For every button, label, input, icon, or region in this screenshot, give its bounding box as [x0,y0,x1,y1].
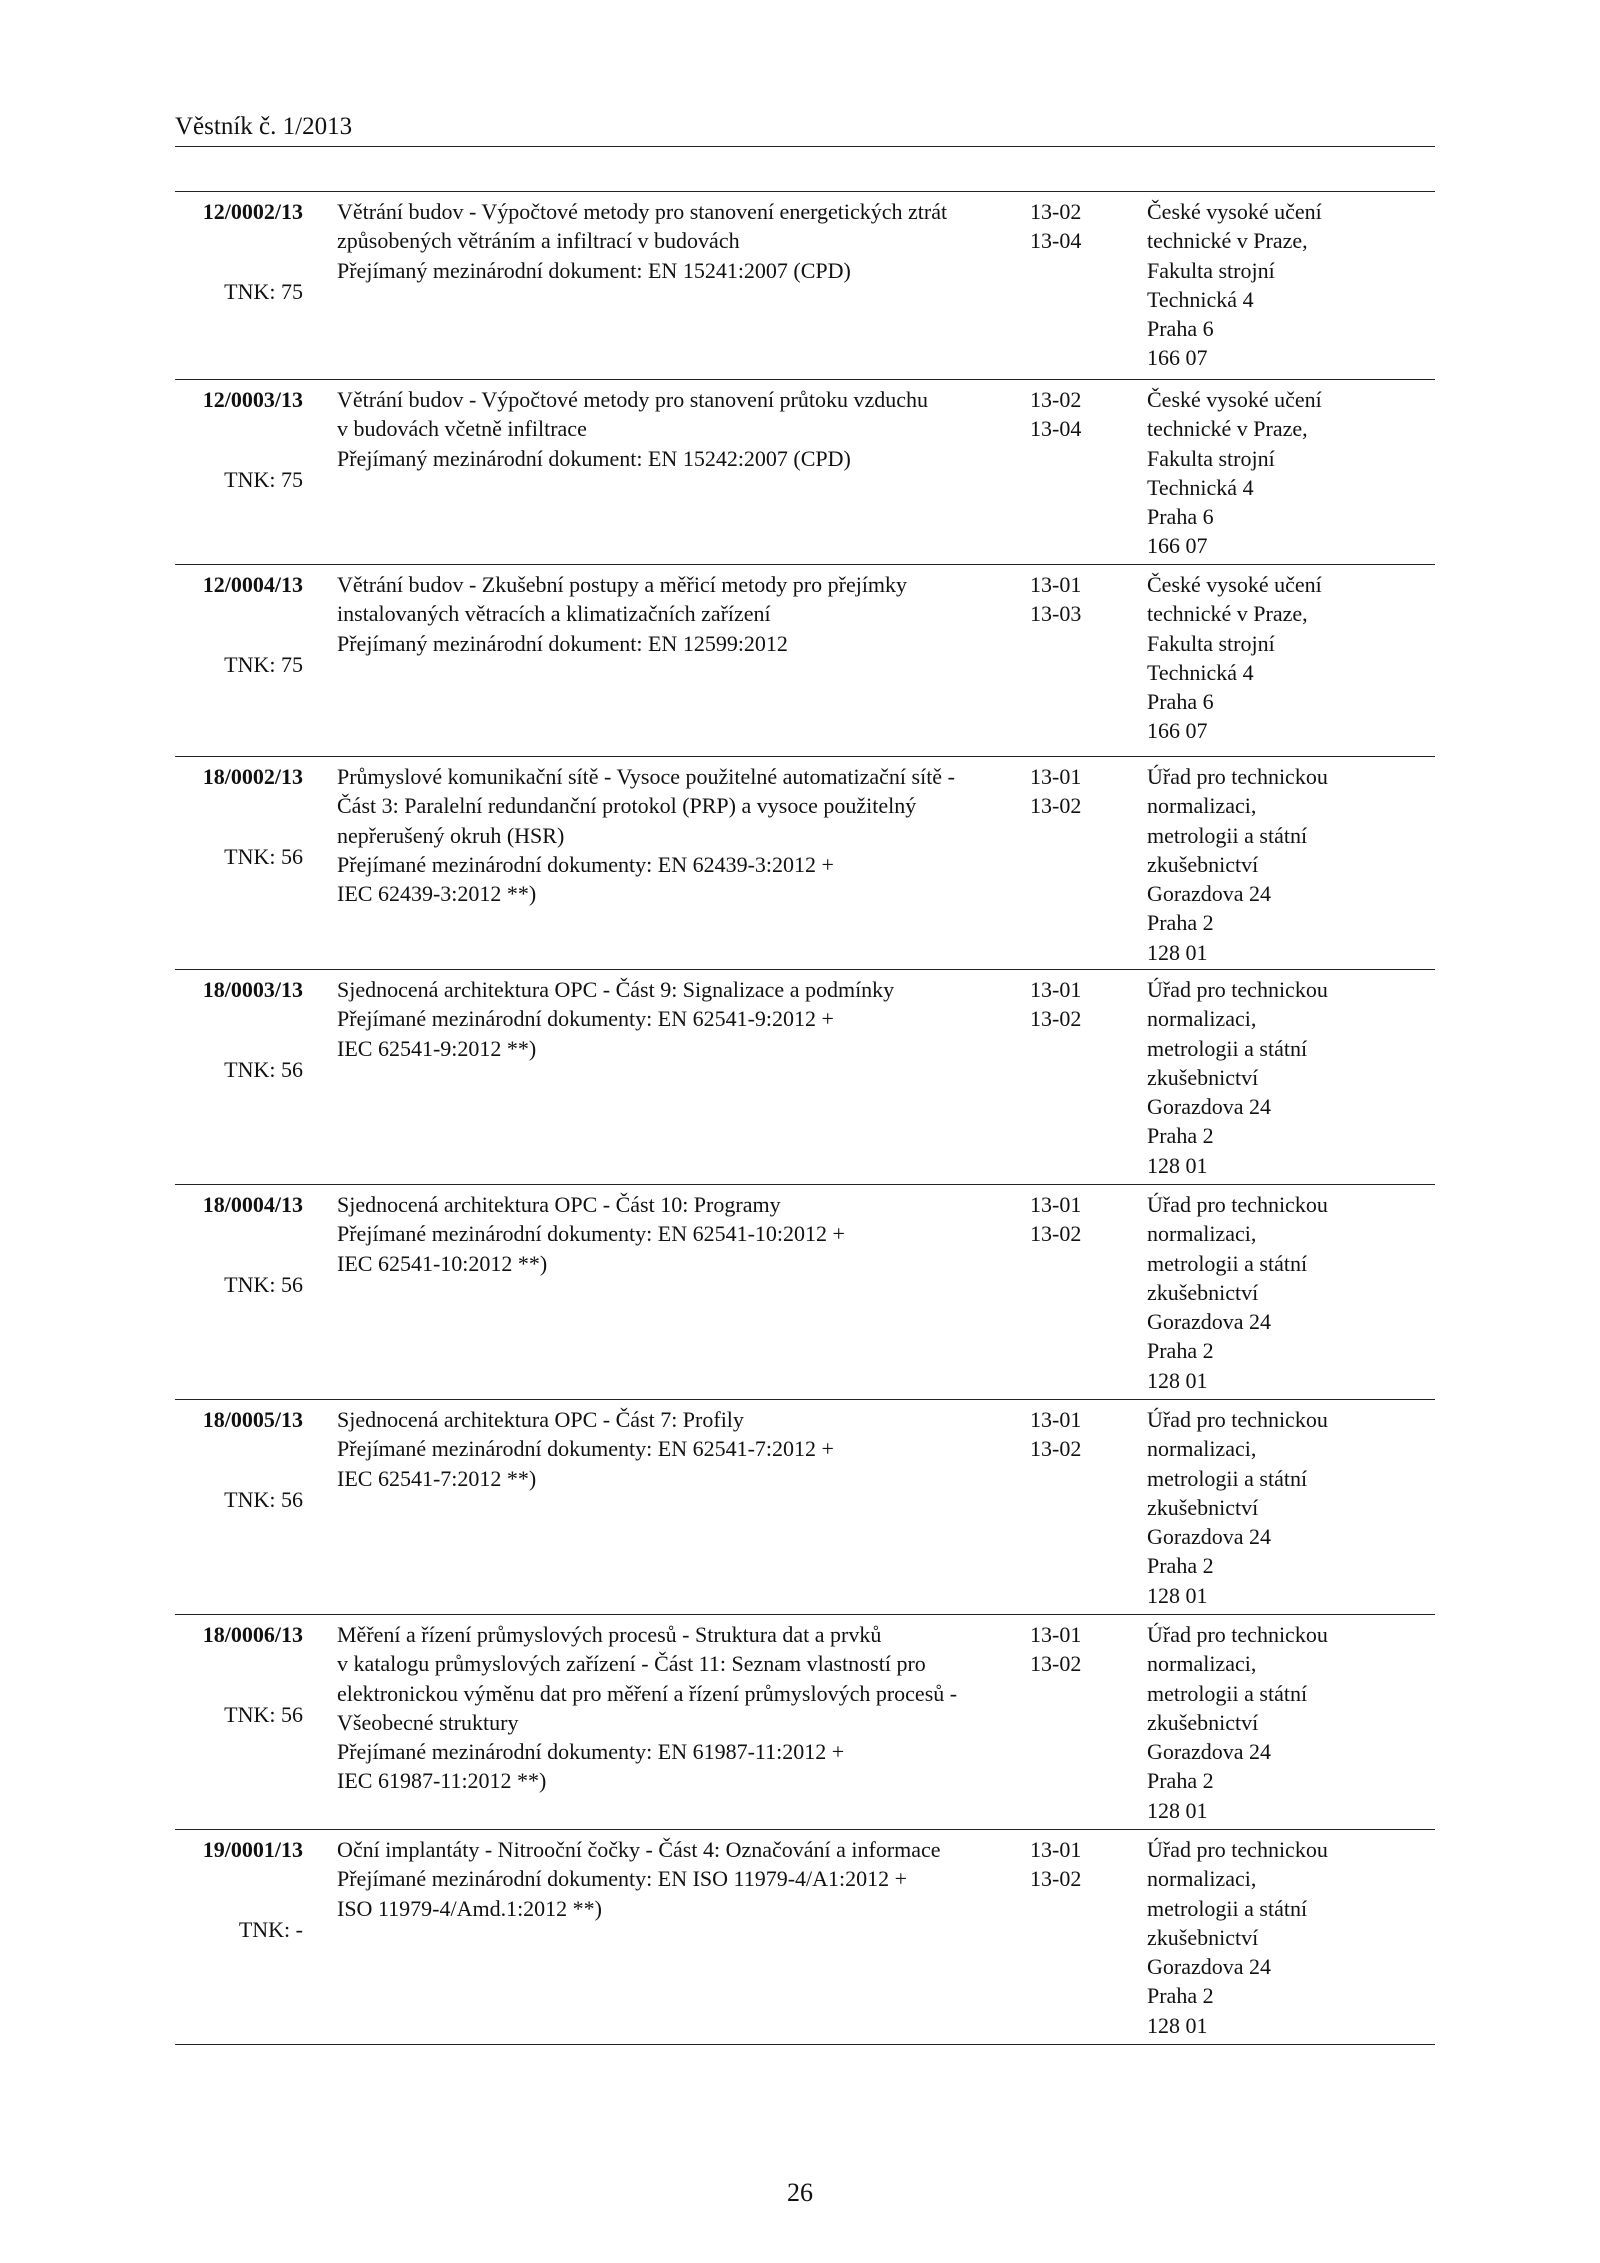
record-codes [1027,570,1145,756]
record-tnk: TNK: 56 [224,844,303,870]
address-line: metrologii a státní [1147,1895,1308,1921]
record-codes [1027,762,1145,969]
address-line: Praha 2 [1147,1123,1214,1149]
title-line: Přejímané mezinárodní dokumenty: EN ISO 11979-4/A1:2012 + [337,1866,908,1892]
title-line: instalovaných větracích a klimatizačních zařízení [337,601,771,627]
address-line: Úřad pro technickou [1147,1622,1328,1647]
address-line: České vysoké učení [1147,572,1322,597]
address-line: Gorazdova 24 [1147,1094,1272,1120]
record-codes [1027,1190,1145,1399]
record-tnk: TNK: 56 [224,1702,303,1728]
address-line: metrologii a státní [1147,1035,1308,1061]
title-line: Všeobecné struktury [337,1709,519,1735]
address-line: Technická 4 [1147,286,1254,312]
record-id-cell [175,762,307,969]
address-line: normalizaci, [1147,1651,1257,1677]
address-line: Technická 4 [1147,474,1254,500]
record-address [1145,1620,1435,1829]
record-address [1145,385,1435,564]
code: 13-01 [1030,977,1082,1002]
code: 13-02 [1030,1866,1082,1892]
address-line: Gorazdova 24 [1147,1524,1272,1550]
address-line: Praha 6 [1147,689,1214,715]
page-header-title: Věstník č. 1/2013 [175,113,353,140]
address-line: Úřad pro technickou [1147,1837,1328,1862]
code: 13-01 [1030,1192,1082,1217]
code: 13-02 [1030,1006,1082,1032]
record-tnk: TNK: 56 [224,1272,303,1298]
record-id-cell [175,1190,307,1399]
code: 13-02 [1030,793,1082,819]
code: 13-01 [1030,764,1082,789]
title-line: Sjednocená architektura OPC - Část 9: Signalizace a podmínky [337,977,895,1002]
title-line: IEC 61987-11:2012 **) [337,1768,547,1794]
address-line: České vysoké učení [1147,387,1322,412]
record-address [1145,197,1435,379]
code: 13-01 [1030,1622,1082,1647]
record-row [175,380,1435,565]
title-line: v budovách včetně infiltrace [337,416,587,442]
record-id: 19/0001/13 [202,1837,303,1862]
record-row [175,1185,1435,1400]
address-line: normalizaci, [1147,793,1257,819]
address-line: Praha 2 [1147,1768,1214,1794]
title-line: Přejímané mezinárodní dokumenty: EN 62439-3:2012 + [337,851,834,877]
code: 13-02 [1030,1221,1082,1247]
record-title [307,975,1027,1184]
title-line: v katalogu průmyslových zařízení - Část 11: Seznam vlastností pro [337,1651,926,1677]
address-line: 166 07 [1147,533,1208,559]
record-row [175,757,1435,970]
code: 13-04 [1030,416,1082,442]
record-id: 18/0002/13 [202,764,303,789]
record-row [175,1830,1435,2045]
record-tnk: TNK: 56 [224,1487,303,1513]
address-line: normalizaci, [1147,1436,1257,1462]
address-line: zkušebnictví [1147,1279,1259,1305]
address-line: 128 01 [1147,1582,1208,1608]
record-id: 12/0002/13 [202,199,303,224]
address-line: 166 07 [1147,718,1208,744]
address-line: technické v Praze, [1147,228,1308,254]
record-codes [1027,385,1145,564]
record-tnk: TNK: 75 [224,652,303,678]
title-line: Větrání budov - Zkušební postupy a měřicí metody pro přejímky [337,572,908,597]
record-id: 18/0005/13 [202,1407,303,1432]
address-line: zkušebnictví [1147,1709,1259,1735]
title-line: IEC 62439-3:2012 **) [337,881,537,907]
address-line: Gorazdova 24 [1147,1954,1272,1980]
code: 13-01 [1030,572,1082,597]
code: 13-04 [1030,228,1082,254]
record-tnk: TNK: 75 [224,467,303,493]
record-title [307,570,1027,756]
address-line: 166 07 [1147,345,1208,371]
record-id-cell [175,1835,307,2044]
record-row [175,1400,1435,1615]
record-row [175,565,1435,757]
record-title [307,1405,1027,1614]
record-codes [1027,975,1145,1184]
record-row [175,970,1435,1185]
record-title [307,1190,1027,1399]
address-line: Praha 2 [1147,1983,1214,2009]
record-tnk: TNK: - [238,1917,303,1943]
record-address [1145,1190,1435,1399]
record-address [1145,762,1435,969]
record-address [1145,1835,1435,2044]
record-title [307,1620,1027,1829]
title-line: Měření a řízení průmyslových procesů - Struktura dat a prvků [337,1622,882,1647]
record-id: 18/0006/13 [202,1622,303,1647]
record-title [307,762,1027,969]
records-table [175,191,1435,2045]
address-line: Úřad pro technickou [1147,977,1328,1002]
code: 13-02 [1030,1436,1082,1462]
title-line: Sjednocená architektura OPC - Část 10: Programy [337,1192,781,1217]
record-id-cell [175,570,307,756]
address-line: Praha 2 [1147,1553,1214,1579]
title-line: Větrání budov - Výpočtové metody pro stanovení průtoku vzduchu [337,387,929,412]
title-line: IEC 62541-9:2012 **) [337,1035,537,1061]
address-line: normalizaci, [1147,1006,1257,1032]
record-codes [1027,1620,1145,1829]
title-line: IEC 62541-7:2012 **) [337,1465,537,1491]
record-id-cell [175,385,307,564]
address-line: Fakulta strojní [1147,445,1275,471]
address-line: metrologii a státní [1147,1680,1308,1706]
record-id: 12/0004/13 [202,572,303,597]
record-id-cell [175,1405,307,1614]
record-address [1145,570,1435,756]
code: 13-02 [1030,199,1082,224]
address-line: 128 01 [1147,1152,1208,1178]
address-line: Úřad pro technickou [1147,1407,1328,1432]
address-line: 128 01 [1147,1797,1208,1823]
address-line: 128 01 [1147,939,1208,965]
code: 13-01 [1030,1837,1082,1862]
record-row [175,192,1435,380]
record-id: 18/0004/13 [202,1192,303,1217]
address-line: Fakulta strojní [1147,257,1275,283]
title-line: Přejímaný mezinárodní dokument: EN 15242:2007 (CPD) [337,445,851,471]
address-line: 128 01 [1147,1367,1208,1393]
address-line: Úřad pro technickou [1147,764,1328,789]
address-line: Praha 2 [1147,910,1214,936]
address-line: České vysoké učení [1147,199,1322,224]
record-codes [1027,1405,1145,1614]
title-line: Přejímané mezinárodní dokumenty: EN 61987-11:2012 + [337,1739,845,1765]
title-line: Přejímané mezinárodní dokumenty: EN 62541-10:2012 + [337,1221,845,1247]
record-id: 18/0003/13 [202,977,303,1002]
record-tnk: TNK: 56 [224,1057,303,1083]
address-line: zkušebnictví [1147,1924,1259,1950]
record-tnk: TNK: 75 [224,279,303,305]
title-line: Sjednocená architektura OPC - Část 7: Profily [337,1407,744,1432]
title-line: Větrání budov - Výpočtové metody pro stanovení energetických ztrát [337,199,948,224]
code: 13-02 [1030,387,1082,412]
record-id-cell [175,975,307,1184]
title-line: Přejímané mezinárodní dokumenty: EN 62541-9:2012 + [337,1006,834,1032]
record-address [1145,1405,1435,1614]
address-line: zkušebnictví [1147,851,1259,877]
address-line: metrologii a státní [1147,1250,1308,1276]
header-rule [175,146,1435,147]
title-line: ISO 11979-4/Amd.1:2012 **) [337,1895,603,1921]
title-line: Oční implantáty - Nitrooční čočky - Část 4: Označování a informace [337,1837,941,1862]
record-title [307,1835,1027,2044]
record-row [175,1615,1435,1830]
address-line: Gorazdova 24 [1147,1739,1272,1765]
record-title [307,197,1027,379]
title-line: Průmyslové komunikační sítě - Vysoce použitelné automatizační sítě - [337,764,955,789]
record-id-cell [175,1620,307,1829]
address-line: Gorazdova 24 [1147,881,1272,907]
title-line: Část 3: Paralelní redundanční protokol (PRP) a vysoce použitelný [337,793,917,819]
code: 13-03 [1030,601,1082,627]
address-line: 128 01 [1147,2012,1208,2038]
address-line: Praha 2 [1147,1338,1214,1364]
record-id: 12/0003/13 [202,387,303,412]
code: 13-02 [1030,1651,1082,1677]
address-line: Úřad pro technickou [1147,1192,1328,1217]
address-line: technické v Praze, [1147,601,1308,627]
address-line: zkušebnictví [1147,1494,1259,1520]
record-codes [1027,1835,1145,2044]
record-address [1145,975,1435,1184]
address-line: normalizaci, [1147,1866,1257,1892]
address-line: Gorazdova 24 [1147,1309,1272,1335]
title-line: Přejímaný mezinárodní dokument: EN 12599:2012 [337,630,788,656]
address-line: technické v Praze, [1147,416,1308,442]
record-codes [1027,197,1145,379]
address-line: Praha 6 [1147,504,1214,530]
title-line: elektronickou výměnu dat pro měření a řízení průmyslových procesů - [337,1680,958,1706]
record-title [307,385,1027,564]
address-line: metrologii a státní [1147,1465,1308,1491]
title-line: Přejímaný mezinárodní dokument: EN 15241:2007 (CPD) [337,257,851,283]
address-line: Technická 4 [1147,659,1254,685]
page-number: 26 [787,2178,813,2207]
title-line: IEC 62541-10:2012 **) [337,1250,548,1276]
title-line: způsobených větráním a infiltrací v budovách [337,228,740,254]
title-line: nepřerušený okruh (HSR) [337,822,565,848]
address-line: normalizaci, [1147,1221,1257,1247]
address-line: Praha 6 [1147,316,1214,342]
address-line: Fakulta strojní [1147,630,1275,656]
address-line: zkušebnictví [1147,1064,1259,1090]
title-line: Přejímané mezinárodní dokumenty: EN 62541-7:2012 + [337,1436,834,1462]
record-id-cell [175,197,307,379]
code: 13-01 [1030,1407,1082,1432]
address-line: metrologii a státní [1147,822,1308,848]
